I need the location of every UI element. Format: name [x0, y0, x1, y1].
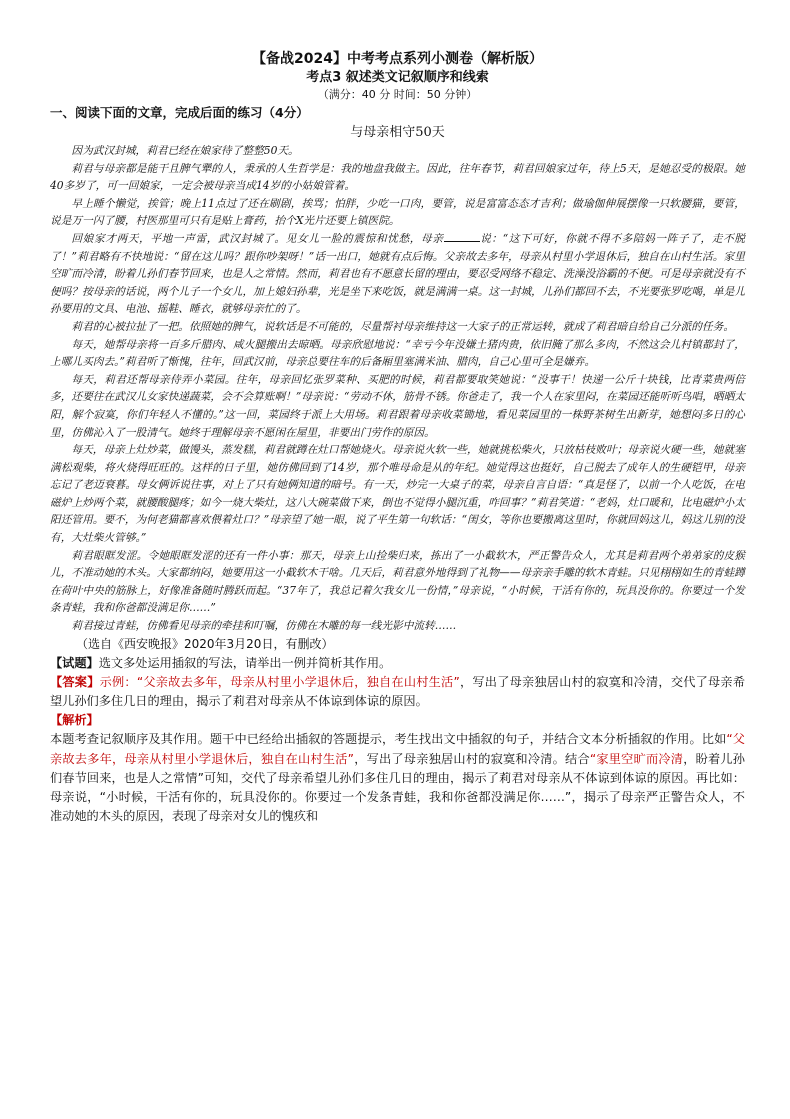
score-time-info: （满分：40 分 时间：50 分钟） — [317, 88, 478, 101]
analysis-block — [50, 730, 745, 826]
section-heading: 一、阅读下面的文章，完成后面的练习（4分） — [50, 105, 309, 120]
question-block — [50, 654, 745, 673]
document-title: 【备战2024】中考考点系列小测卷（解析版） — [252, 51, 543, 67]
article-text: 回娘家才两天，平地一声雷，武汉封城了。见女儿一脸的震惊和忧愁，母亲 — [71, 231, 444, 245]
analysis-text: ，盼着儿孙们春节回来，也是人之常情”可知，交代了母亲希望儿孙们多住几日的理由，揭示了莉君对母亲从不体谅到体谅的原因。再比如：母亲说，“小时候，干活有你的，玩具没你的。你要过一个发条青蛙，我和你爸都没满足你……”，揭示了母亲严正警告众人，不准动她的木头的原因，表现了母亲对女儿的愧疚和 — [50, 751, 745, 824]
article-body — [50, 142, 745, 635]
article-paragraph: 每天，母亲上灶炒菜，做馒头，蒸发糕，莉君就蹲在灶口帮她烧火。母亲说火软一些，她就挑松柴火，只放枯枝败叶；母亲说火硬一些，她就塞满松观柴，将火烧得旺旺的。这样的日子里，她仿佛回到了14岁，那个唯母命是从的年纪。她觉得这也挺好，自己脱去了成年人的生硬铠甲，母亲忘记了老迈衰暮。母女俩诉说往事，对上了只有她俩知道的暗号。有一天，炒完一大桌子的菜，母亲自言自语：“真是怪了，以前一个人吃饭，在电磁炉上炒两个菜，就腰酸腿疼；如今一烧大柴灶，这八大碗菜做下来，倒也不觉得小腿沉重，咋回事？”莉君笑道：“老妈，灶口暖和，比电磁炉小太阳还管用。要不，为何老猫都喜欢偎着灶口？”母亲望了她一眼，说了平生第一句软话：“闺女，等你也要搬离这里时，你就回妈这儿，妈这儿别的没有，大灶柴火管够。” — [50, 443, 745, 545]
article-text: 说：“这下可好，你就不得不多陪妈一阵子了，走不脱了！”莉君略有不快地说：“留在这儿吗？跟你吵架呀！”话一出口，她就有点后悔。父亲故去多年，母亲从村里小学退休后，独自在山村生活。家里空旷而冷清，盼着儿孙们春节回来，也是人之常情。然而，莉君也有不愿意长留的理由，要忍受网络不稳定、洗澡没浴霸的不便。可是母亲就没有不便吗？按母亲的话说，两个儿子一个女儿，加上媳妇孙辈，光是坐下来吃饭，就是满满一桌。这一封城，儿孙们都回不去，不光要张罗吃喝，单是儿孙要用的文具、电池、摇鞋、睡衣，就够母亲忙的了。 — [50, 231, 745, 316]
article-paragraph: 因为武汉封城，莉君已经在娘家待了整整50天。 — [71, 144, 299, 157]
document-page — [50, 50, 745, 826]
article-source: （选自《西安晚报》2020年3月20日，有删改） — [76, 636, 334, 651]
document-subtitle: 考点3 叙述类文记叙顺序和线索 — [306, 70, 489, 85]
article-title: 与母亲相守50天 — [350, 125, 445, 140]
article-paragraph: 每天，她帮母亲将一百多斤腊肉、咸火腿搬出去晾晒。母亲欣慰地说：“幸亏今年没嫌土猪肉贵，依旧腌了那么多肉，不然这会儿村镇都封了，上哪儿买肉去。”莉君听了惭愧，往年，回武汉前，母亲总要往车的后备厢里塞满米油、腊肉，自己心里可全是嫌弃。 — [50, 337, 745, 369]
answer-text: ，写出了母亲独居山村的寂寞和冷清，交代了母亲希望儿孙们多住几日的理由，揭示了莉君对母亲从不体谅到体谅的原因。 — [50, 674, 746, 709]
analysis-label-line — [50, 711, 745, 730]
analysis-quote: “家里空旷而冷清 — [589, 751, 684, 766]
article-paragraph: 每天，莉君还帮母亲侍弄小菜园。往年，母亲回忆张罗菜种、买肥的时候，莉君都要取笑她说：“没事干！快递一公斤十块钱，比青菜贵两倍多，还要往在武汉儿女家快递蔬菜，会不会算账啊！”母亲说：“劳动不休，筋骨不锈。你爸走了，我一个人在家里闷，在菜园还能听听鸟唱，晒晒太阳，解个寂寞，你们年轻人不懂的。”这一回，菜园终于派上大用场。莉君跟着母亲收菜锄地，看见菜园里的一株野茶树生出新芽，她想闷多日的心里，仿佛沁入了一股清气。她终于理解母亲不愿闲在屋里，非要出门劳作的原因。 — [50, 372, 745, 439]
article-paragraph: 早上睡个懒觉，挨管；晚上11点过了还在刷剧，挨骂；怕胖，少吃一口肉，要管，说是富富态态才吉利；做瑜伽伸展摆像一只软腰猫，要管，说是万一闪了腰，村医那里可只有是贴上膏药，抬个X光片还要上镇医院。 — [50, 196, 745, 228]
question-label: 【试题】 — [50, 655, 99, 670]
answer-quote: “父亲故去多年，母亲从村里小学退休后，独自在山村生活” — [136, 674, 460, 689]
article-paragraph: 莉君的心被拉扯了一把。依照她的脾气，说软话是不可能的，尽量帮衬母亲维持这一大家子的正常运转，就成了莉君暗自给自己分派的任务。 — [71, 319, 735, 333]
fill-in-blank — [444, 230, 480, 242]
article-paragraph: 莉君与母亲都是能干且脾气犟的人，秉承的人生哲学是：我的地盘我做主。因此，往年春节，莉君回娘家过年，待上5天，是她忍受的极限。她40多岁了，可一回娘家，一定会被母亲当成14岁的小姑娘管着。 — [50, 161, 745, 193]
question-text: 选文多处运用插叙的写法，请举出一例并简析其作用。 — [98, 655, 392, 670]
analysis-label: 【解析】 — [50, 713, 99, 728]
article-paragraph: 莉君眼眶发涩。令她眼眶发涩的还有一件小事：那天，母亲上山捡柴归来，拣出了一小截软木，严正警告众人，尤其是莉君两个弟弟家的皮猴儿，不准动她的木头。大家都纳闷，她要用这一小截软木干啥。几天后，莉君意外地得到了礼物——母亲亲手雕的软木青蛙。只见栩栩如生的青蛙蹲在荷叶中央的筋脉上，好像准备随时腾跃而起。“37年了，我总记着欠我女儿一份情，”母亲说，“小时候，干活有你的，玩具没你的。你要过一个发条青蛙，我和你爸都没满足你……” — [50, 548, 745, 615]
answer-lead: 示例： — [99, 674, 137, 689]
answer-block — [50, 673, 745, 711]
analysis-text: 本题考查记叙顺序及其作用。题干中已经给出插叙的答题提示，考生找出文中插叙的句子，并结合文本分析插叙的作用。比如 — [50, 732, 727, 747]
analysis-quote: “父亲故去多年，母亲从村里小学退休后，独自在山村生活” — [50, 732, 745, 766]
article-paragraph: 莉君接过青蛙，仿佛看见母亲的牵挂和叮嘱，仿佛在木雕的每一线光影中流转…… — [71, 619, 457, 633]
answer-label: 【答案】 — [50, 674, 100, 689]
analysis-text: ，写出了母亲独居山村的寂寞和冷清。结合 — [353, 751, 590, 766]
article-paragraph — [50, 230, 745, 318]
